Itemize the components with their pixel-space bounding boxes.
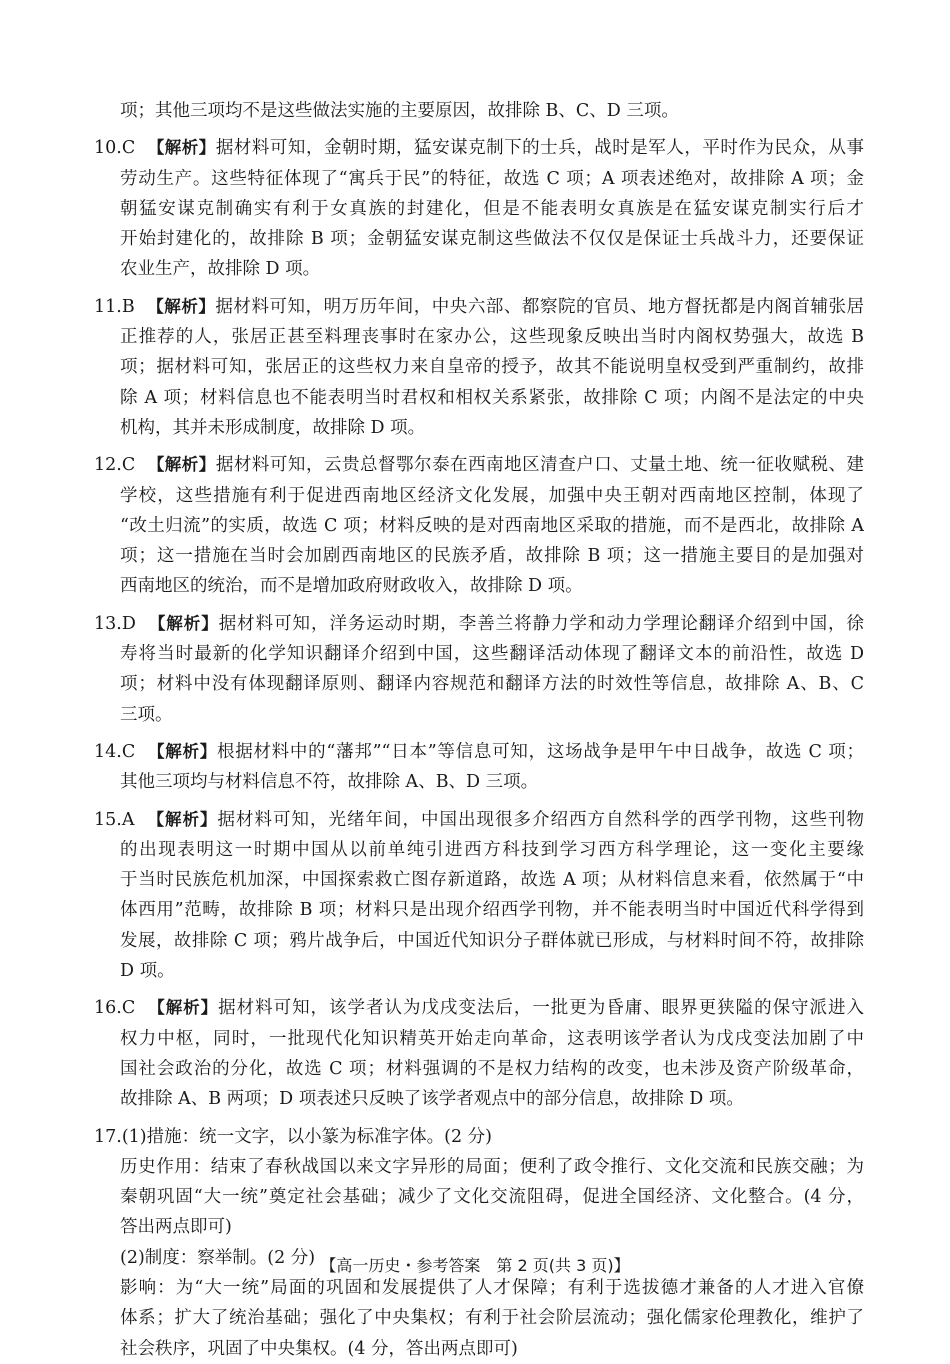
answer-16 <box>94 993 864 1114</box>
answer-choice: C <box>121 455 136 476</box>
answer-line: 项；材料中没有体现翻译原则、翻译内容规范和翻译方法的时效性等信息，故排除 A、B、C <box>120 674 864 695</box>
answer-line: 据材料可知，金朝时期，猛安谋克制下的士兵，战时是军人，平时作为民众，从事 <box>215 138 864 159</box>
page-footer: 【高一历史・参考答案 第 2 页(共 3 页)】 <box>320 1256 630 1275</box>
answer-choice: C <box>121 998 136 1019</box>
analysis-tag: 【解析】 <box>146 296 216 316</box>
answer-line: 寿将当时最新的化学知识翻译介绍到中国，这些翻译活动体现了翻译文本的前沿性，故选 D <box>120 644 864 665</box>
analysis-tag: 【解析】 <box>147 998 219 1018</box>
answer-line: 国社会政治的分化，故选 C 项；材料强调的不是权力结构的改变，也未涉及资产阶级革命， <box>120 1058 864 1079</box>
answer-line: 据材料可知，明万历年间，中央六部、都察院的官员、地方督抚都是内阁首辅张居 <box>215 296 864 317</box>
answer-line: 劳动生产。这些特征体现了“寓兵于民”的特征，故选 C 项；A 项表述绝对，故排除 A 项；金 <box>120 168 864 189</box>
answer-choice: C <box>121 741 136 762</box>
answer-line: 秦朝巩固“大一统”奠定社会基础；减少了文化交流阻碍，促进全国经济、文化整合。(4 分， <box>120 1187 864 1208</box>
answer-line: 答出两点即可) <box>120 1217 232 1238</box>
answer-line: 据材料可知，该学者认为戊戌变法后，一批更为昏庸、眼界更狭隘的保守派进入 <box>218 998 864 1019</box>
answer-line: 除 A 项；材料信息也不能表明当时君权和相权关系紧张，故排除 C 项；内阁不是法定的中央 <box>120 387 864 408</box>
answer-11 <box>94 292 864 443</box>
answer-line: 项；这一措施在当时会加剧西南地区的民族矛盾，故排除 B 项；这一措施主要目的是加强对 <box>120 546 864 567</box>
answer-12 <box>94 450 864 601</box>
answer-line: 西南地区的统治，而不是增加政府财政收入，故排除 D 项。 <box>120 576 583 597</box>
answer-continuation <box>94 96 864 126</box>
analysis-tag: 【解析】 <box>146 809 218 829</box>
answer-line: 开始封建化的，故排除 B 项；金朝猛安谋克制这些做法不仅仅是保证士兵战斗力，还要保证 <box>120 229 864 250</box>
question-number: 12. <box>94 455 122 476</box>
answer-13 <box>94 609 864 730</box>
answer-14 <box>94 737 864 798</box>
question-number: 17. <box>94 1126 122 1147</box>
answer-line: 项；其他三项均不是这些做法实施的主要原因，故排除 B、C、D 三项。 <box>120 101 679 121</box>
answer-10 <box>94 133 864 284</box>
answer-line: 其他三项均与材料信息不符，故排除 A、B、D 三项。 <box>120 772 539 793</box>
question-number: 10. <box>94 138 122 159</box>
analysis-tag: 【解析】 <box>147 741 217 761</box>
answer-line: 权力中枢，同时，一批现代化知识精英开始走向革命，这表明该学者认为戊戌变法加剧了中 <box>120 1028 864 1049</box>
answer-choice: C <box>121 138 136 159</box>
answer-line: 根据材料中的“藩邦”“日本”等信息可知，这场战争是甲午中日战争，故选 C 项； <box>216 741 864 762</box>
question-number: 15. <box>94 809 122 830</box>
answer-17 <box>94 1122 864 1364</box>
question-number: 13. <box>94 613 122 634</box>
answer-line: (1)措施：统一文字，以小篆为标准字体。(2 分) <box>121 1126 492 1147</box>
answer-line: 社会秩序，巩固了中央集权。(4 分，答出两点即可) <box>120 1338 518 1359</box>
answer-line: 故排除 A、B 两项；D 项表述只反映了该学者观点中的部分信息，故排除 D 项。 <box>120 1089 744 1110</box>
answer-line: 学校，这些措施有利于促进西南地区经济文化发展，加强中央王朝对西南地区控制，体现了 <box>120 485 864 506</box>
answer-line: 影响：为“大一统”局面的巩固和发展提供了人才保障；有利于选拔德才兼备的人才进入官僚 <box>120 1277 864 1298</box>
question-number: 14. <box>94 741 122 762</box>
answer-line: 据材料可知，洋务运动时期，李善兰将静力学和动力学理论翻译介绍到中国，徐 <box>218 613 864 634</box>
answer-line: 机构，其并未形成制度，故排除 D 项。 <box>120 417 426 438</box>
analysis-tag: 【解析】 <box>147 138 216 158</box>
answer-line: 三项。 <box>120 704 173 725</box>
answer-choice: B <box>121 296 135 317</box>
answer-line: 发展，故排除 C 项；鸦片战争后，中国近代知识分子群体就已形成，与材料时间不符，故排除 <box>120 930 864 951</box>
analysis-tag: 【解析】 <box>147 613 219 633</box>
answer-line: 体西用”范畴，故排除 B 项；材料只是出现介绍西学刊物，并不能表明当时中国近代科学得到 <box>120 900 864 921</box>
answer-line: 于当时民族危机加深，中国探索救亡图存新道路，故选 A 项；从材料信息来看，依然属于“中 <box>120 870 864 891</box>
answer-line: 农业生产，故排除 D 项。 <box>120 259 321 280</box>
answer-choice: A <box>121 809 135 830</box>
answer-line: 历史作用：结束了春秋战国以来文字异形的局面；便利了政令推行、文化交流和民族交融；为 <box>120 1156 864 1177</box>
answer-list <box>94 96 864 1364</box>
answer-15 <box>94 805 864 987</box>
analysis-tag: 【解析】 <box>147 455 216 475</box>
question-number: 16. <box>94 998 122 1019</box>
question-number: 11. <box>94 296 122 317</box>
answer-line: (2)制度：察举制。(2 分) <box>120 1247 316 1268</box>
answer-line: 据材料可知，云贵总督鄂尔泰在西南地区清查户口、丈量土地、统一征收赋税、建 <box>215 455 864 476</box>
answer-line: 朝猛安谋克制确实有利于女真族的封建化，但是不能表明女真族是在猛安谋克制实行后才 <box>120 198 864 219</box>
answer-line: 正推荐的人，张居正甚至料理丧事时在家办公，这些现象反映出当时内阁权势强大，故选 B <box>120 327 864 348</box>
answer-line: 体系；扩大了统治基础；强化了中央集权；有利于社会阶层流动；强化儒家伦理教化，维护了 <box>120 1308 864 1329</box>
answer-line: 的出现表明这一时期中国从以前单纯引进西方科技到学习西方科学理论，这一变化主要缘 <box>120 839 864 860</box>
answer-line: “改土归流”的实质，故选 C 项；材料反映的是对西南地区采取的措施，而不是西北，故排除 A <box>120 515 864 536</box>
answer-line: 项；据材料可知，张居正的这些权力来自皇帝的授予，故其不能说明皇权受到严重制约，故排 <box>120 357 864 378</box>
answer-line: 据材料可知，光绪年间，中国出现很多介绍西方自然科学的西学刊物，这些刊物 <box>217 809 864 830</box>
answer-line: D 项。 <box>120 961 175 982</box>
answer-choice: D <box>121 613 136 634</box>
